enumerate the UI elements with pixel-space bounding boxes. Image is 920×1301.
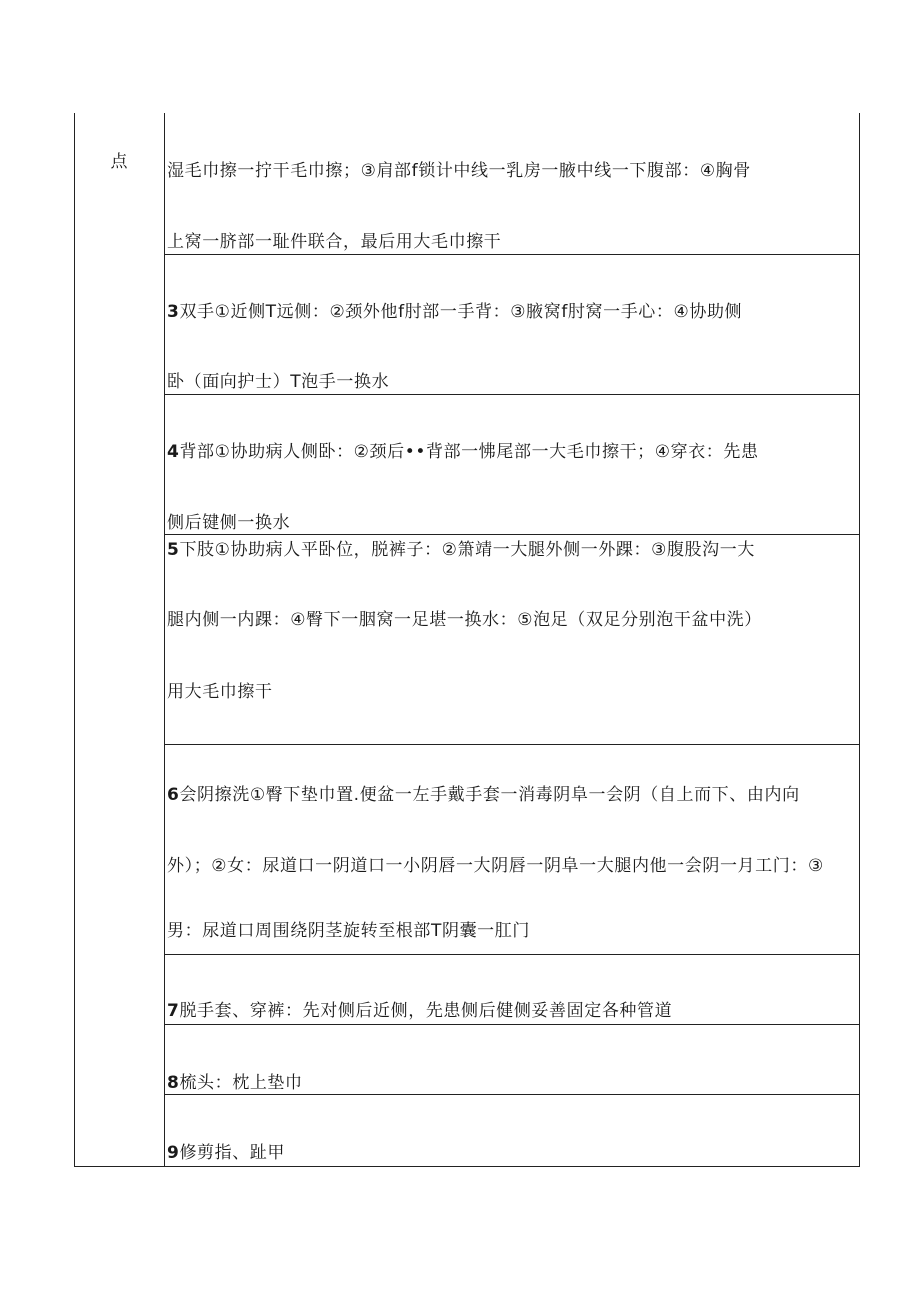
- row-text: 背部①协助病人侧卧：②颈后••背部一怫尾部一大毛巾擦干；④穿衣：先患: [179, 442, 759, 462]
- row-text-line: [167, 999, 672, 1023]
- step-number: 9: [167, 1143, 180, 1163]
- row-text: 双手①近侧T远侧：②颈外他f肘部一手背：③腋窝f肘窝一手心：④协助侧: [179, 302, 743, 322]
- row-divider: [164, 254, 860, 255]
- row-text-line: [167, 1071, 303, 1095]
- step-number: 5: [167, 540, 180, 560]
- table-column-divider: [164, 113, 165, 1167]
- step-number: 8: [167, 1073, 180, 1093]
- step-number: 7: [167, 1001, 180, 1021]
- row-text-line: [167, 538, 755, 562]
- row-text-line: 用大毛巾擦干: [167, 682, 273, 702]
- step-number: 4: [167, 442, 180, 462]
- table-left-border: [74, 113, 75, 1167]
- row-text: 修剪指、趾甲: [179, 1143, 286, 1163]
- row-text-line: [167, 1141, 285, 1165]
- row-divider: [164, 394, 860, 395]
- section-label: 点: [110, 152, 128, 172]
- row-text-line: 湿毛巾擦一拧干毛巾擦；③肩部f锁计中线一乳房一腋中线一下腹部：④胸骨: [167, 161, 751, 181]
- row-divider: [164, 1024, 860, 1025]
- row-text-line: 上窝一脐部一耻件联合，最后用大毛巾擦干: [167, 232, 502, 252]
- row-text: 脱手套、穿裤：先对侧后近侧，先患侧后健侧妥善固定各种管道: [179, 1001, 673, 1021]
- row-text: 会阴擦洗①臀下垫巾置.便盆一左手戴手套一消毒阴阜一会阴（自上而下、由内向: [179, 785, 800, 805]
- table-bottom-border: [74, 1166, 860, 1167]
- table-right-border: [859, 113, 860, 1167]
- row-text-line: [167, 783, 800, 807]
- row-text-line: [167, 300, 742, 324]
- row-text-line: 卧（面向护士）T泡手一换水: [167, 372, 390, 392]
- row-divider: [164, 744, 860, 745]
- row-text: 梳头：枕上垫巾: [179, 1073, 303, 1093]
- step-number: 3: [167, 302, 180, 322]
- row-text-line: 腿内侧一内踝：④臀下一胭窝一足堪一换水：⑤泡足（双足分别泡干盆中洗）: [167, 610, 762, 630]
- row-text-line: 男：尿道口周围绕阴茎旋转至根部T阴囊一肛门: [167, 921, 530, 941]
- row-text-line: 侧后键侧一换水: [167, 513, 291, 533]
- step-number: 6: [167, 785, 180, 805]
- row-divider: [164, 954, 860, 955]
- row-text: 下肢①协助病人平卧位，脱裤子：②箫靖一大腿外侧一外踝：③腹股沟一大: [179, 540, 755, 560]
- row-text-line: [167, 440, 759, 464]
- row-text-line: 外）；②女：尿道口一阴道口一小阴唇一大阴唇一阴阜一大腿内他一会阴一月工门：③: [167, 856, 824, 876]
